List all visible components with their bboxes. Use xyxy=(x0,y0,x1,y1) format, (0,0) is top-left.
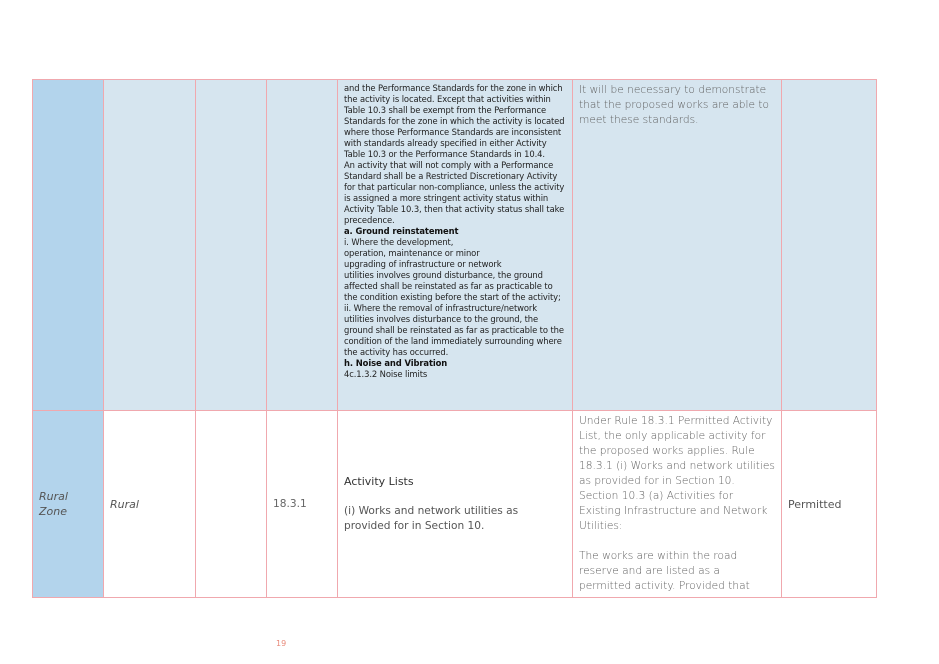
sub-zone-cell xyxy=(104,80,196,411)
blank-cell xyxy=(196,411,267,598)
comment-paragraph: Under Rule 18.3.1 Permitted Activity List, the only applicable activity for the proposed works applies. Rule 18.3.1 (i) Works and network utilities as provided for in Section 10. Section 10.3 (a) Activities for Existing Infrastructure and Network Utilities: xyxy=(579,415,775,532)
zone-name xyxy=(33,489,103,519)
rule-cell xyxy=(267,80,338,411)
provision-paragraph: i. Where the development, xyxy=(344,237,454,247)
blank-cell xyxy=(196,80,267,411)
activity-block xyxy=(338,474,572,534)
rule-cell xyxy=(267,411,338,598)
zone-cell xyxy=(33,80,104,411)
provision-paragraph: upgrading of infrastructure or network xyxy=(344,259,502,269)
table-row xyxy=(33,80,877,411)
provision-paragraph: utilities involves ground disturbance, the ground affected shall be reinstated as far as practicable to the condition existing before the start of the activity; xyxy=(344,270,561,302)
sub-zone-cell xyxy=(104,411,196,598)
provision-paragraph: operation, maintenance or minor xyxy=(344,248,480,258)
provision-heading: a. Ground reinstatement xyxy=(344,226,459,236)
provision-paragraph: and the Performance Standards for the zone in which the activity is located. Except that activities within Table 10.3 shall be exempt from the Performance Standards for the zone in which the activity is located where those Performance Standards are inconsistent with standards already specified in either Activity Table 10.3 or the Performance Standards in 10.4. xyxy=(344,83,565,159)
comment-cell xyxy=(573,80,782,411)
provision-paragraph: An activity that will not comply with a Performance Standard shall be a Restricted Discretionary Activity for that particular non-compliance, unless the activity is assigned a more stringent activity status within Activity Table 10.3, then that activity status shall take precedence. xyxy=(344,160,565,225)
provision-heading: h. Noise and Vibration xyxy=(344,358,448,368)
status-cell xyxy=(782,411,877,598)
comment-cell xyxy=(573,411,782,598)
table-row xyxy=(33,411,877,598)
assessment-table xyxy=(32,79,877,598)
rule-reference: 18.3.1 xyxy=(273,498,307,510)
provision-cell xyxy=(338,411,573,598)
provision-paragraph: 4c.1.3.2 Noise limits xyxy=(344,369,428,379)
activity-title: Activity Lists xyxy=(344,475,414,488)
provision-cell xyxy=(338,80,573,411)
provision-paragraph: ii. Where the removal of infrastructure/network utilities involves disturbance to the ground, the ground shall be reinstated as far as practicable to the condition of the land immediately surrounding where the activity has occurred. xyxy=(344,303,564,357)
page-number: 19 xyxy=(276,639,287,648)
activity-status: Permitted xyxy=(788,497,842,511)
activity-text: (i) Works and network utilities as provided for in Section 10. xyxy=(344,505,519,532)
comment-paragraph: The works are within the road reserve and are listed as a permitted activity. Provided that xyxy=(579,550,750,592)
comment-text: It will be necessary to demonstrate that the proposed works are able to meet these standards. xyxy=(579,84,769,126)
zone-name-line2: Zone xyxy=(39,505,68,518)
zone-name-line1: Rural xyxy=(39,490,68,503)
status-cell xyxy=(782,80,877,411)
zone-cell xyxy=(33,411,104,598)
provision-text xyxy=(338,80,572,380)
sub-zone-name: Rural xyxy=(110,497,139,511)
comment-text xyxy=(573,411,781,594)
